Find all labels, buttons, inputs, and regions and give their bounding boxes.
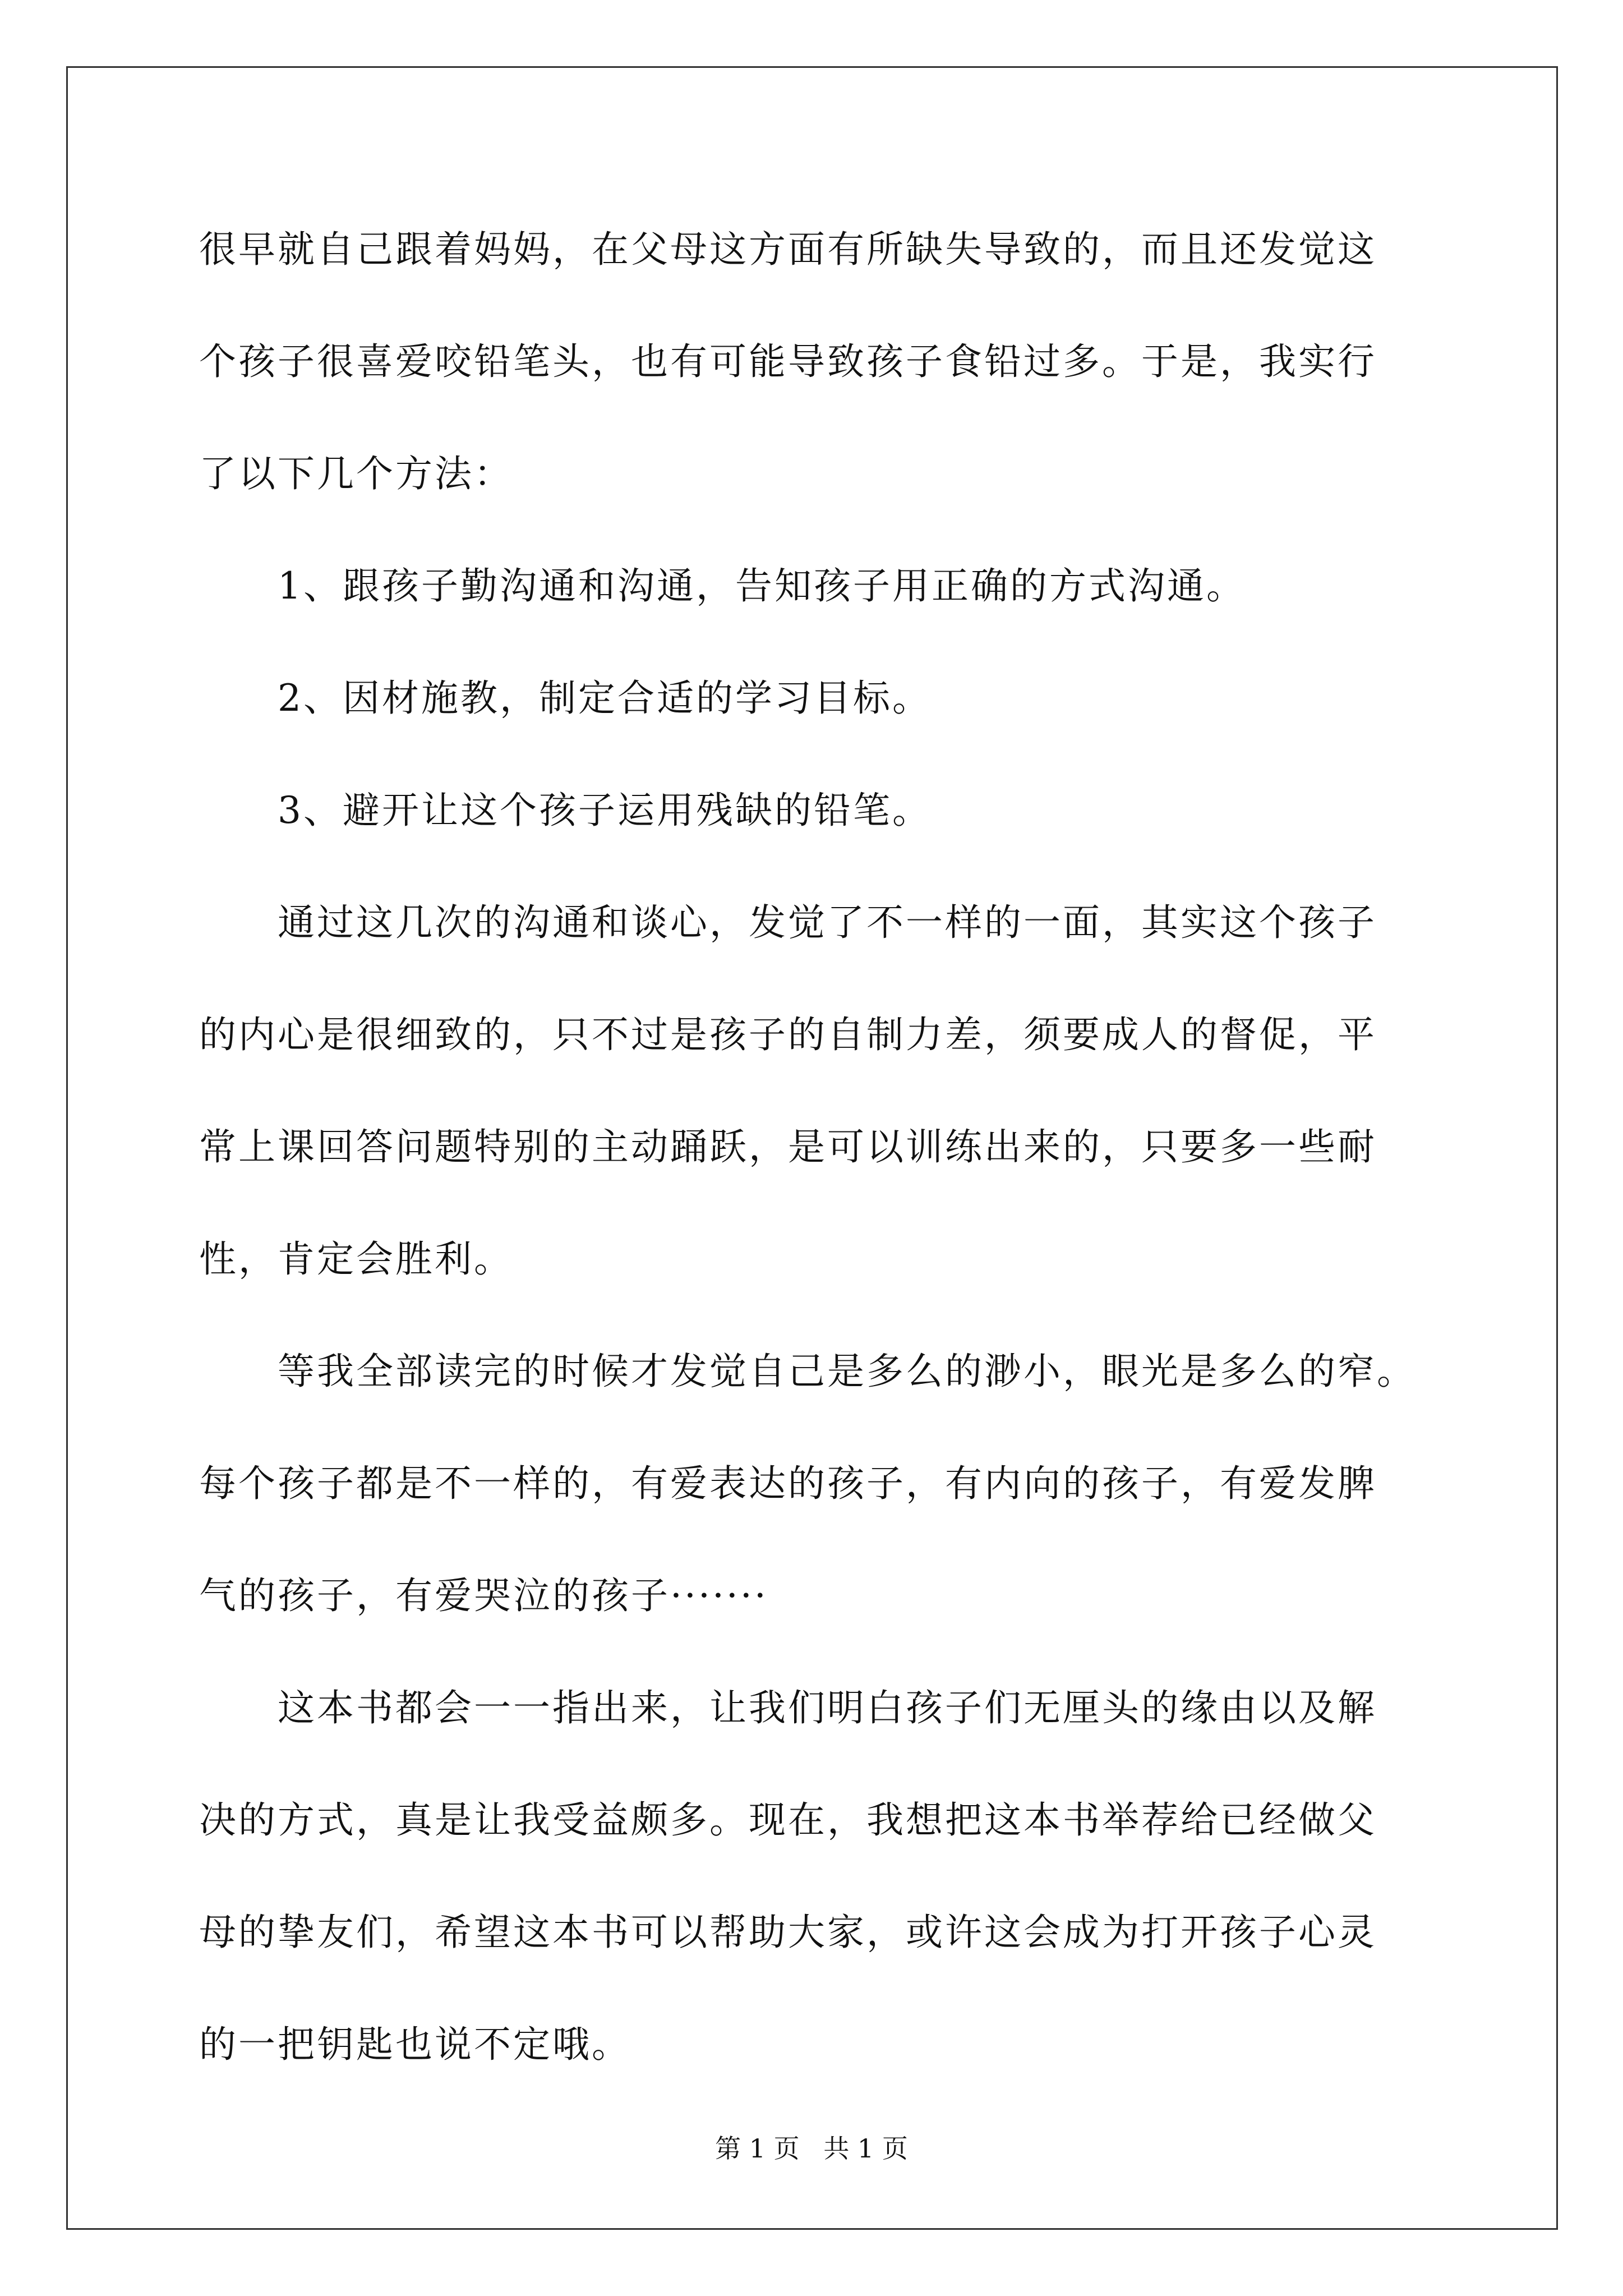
text-line: 2、因材施教，制定合适的学习目标。 [199, 677, 932, 720]
text-line: 母的挚友们，希望这本书可以帮助大家，或许这会成为打开孩子心灵 [199, 1911, 1377, 1954]
text-line: 这本书都会一一指出来，让我们明白孩子们无厘头的缘由以及解 [199, 1686, 1377, 1729]
page-total: 共 1 页 [823, 2133, 908, 2164]
text-line: 的一把钥匙也说不定哦。 [199, 2023, 631, 2066]
text-line: 3、避开让这个孩子运用残缺的铅笔。 [199, 789, 932, 832]
text-line: 1、跟孩子勤沟通和沟通，告知孩子用正确的方式沟通。 [199, 564, 1246, 608]
text-line: 通过这几次的沟通和谈心，发觉了不一样的一面，其实这个孩子 [199, 901, 1377, 944]
text-line: 很早就自己跟着妈妈，在父母这方面有所缺失导致的，而且还发觉这 [199, 228, 1377, 271]
text-line: 的内心是很细致的，只不过是孩子的自制力差，须要成人的督促，平 [199, 1013, 1377, 1056]
page-footer [0, 2132, 1623, 2165]
text-line: 个孩子很喜爱咬铅笔头，也有可能导致孩子食铅过多。于是，我实行 [199, 340, 1377, 383]
page-number: 第 1 页 [715, 2133, 800, 2164]
text-line: 常上课回答问题特别的主动踊跃，是可以训练出来的，只要多一些耐 [199, 1125, 1377, 1168]
text-line: 等我全部读完的时候才发觉自己是多么的渺小，眼光是多么的窄。 [199, 1350, 1416, 1393]
text-line: 决的方式，真是让我受益颇多。现在，我想把这本书举荐给已经做父 [199, 1798, 1377, 1842]
text-line: 了以下几个方法： [199, 452, 513, 495]
text-line: 性，肯定会胜利。 [199, 1237, 513, 1281]
text-line: 每个孩子都是不一样的，有爱表达的孩子，有内向的孩子，有爱发脾 [199, 1462, 1377, 1505]
text-line: 气的孩子，有爱哭泣的孩子······· [199, 1574, 768, 1617]
